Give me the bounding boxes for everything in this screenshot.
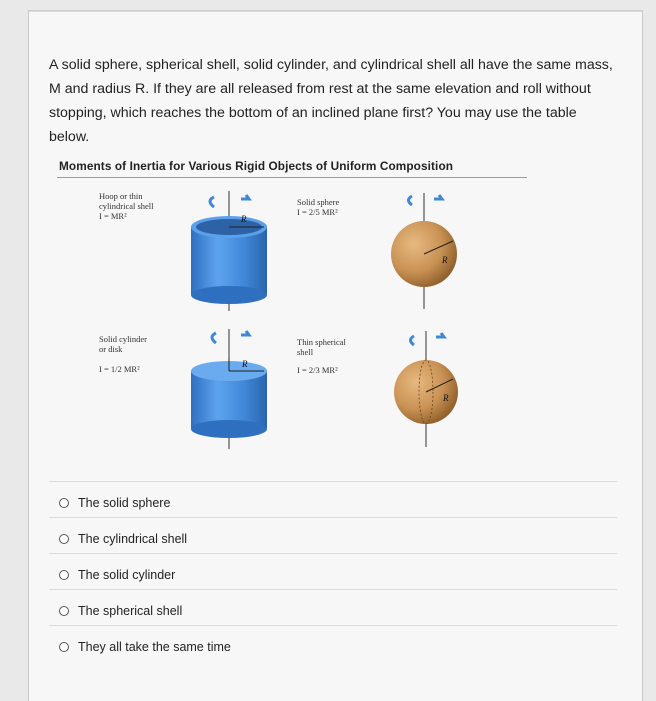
hoop-bottom	[191, 286, 267, 304]
option-solid-cylinder[interactable]	[59, 565, 175, 585]
hoop-formula: I = MR²	[99, 211, 127, 221]
cylinder-formula: I = 1/2 MR²	[99, 364, 140, 374]
cylinder-rotation-arrow-icon	[241, 331, 249, 335]
shell-name-1: Thin spherical	[297, 337, 346, 347]
option-cylindrical-shell[interactable]	[59, 529, 187, 549]
shell-formula: I = 2/3 MR²	[297, 365, 338, 375]
spherical-shell-figure	[381, 329, 471, 449]
hoop-rotation-arrow-icon	[241, 195, 249, 199]
shell-name-2: shell	[297, 347, 314, 357]
divider	[49, 553, 617, 554]
option-label: The solid cylinder	[78, 568, 176, 582]
shell-radius-label: R	[443, 393, 449, 403]
option-label: They all take the same time	[78, 640, 231, 654]
radio-icon[interactable]	[59, 606, 69, 616]
sphere-radius-label: R	[442, 255, 448, 265]
radio-icon[interactable]	[59, 642, 69, 652]
divider	[49, 589, 617, 590]
solid-cylinder-figure	[179, 327, 279, 452]
hoop-figure	[179, 189, 279, 314]
question-text: A solid sphere, spherical shell, solid cylinder, and cylindrical shell all have the same mass, M and radius R. If they are all released from rest at the same elevation and roll without stopping, which reaches the bottom of an inclined plane first? You may use the table below.	[49, 57, 613, 145]
shell-label	[297, 337, 346, 375]
sphere-rotation-icon	[409, 196, 413, 205]
cylinder-name-2: or disk	[99, 344, 123, 354]
cylinder-name-1: Solid cylinder	[99, 334, 147, 344]
sphere-rotation-arrow-icon	[434, 195, 442, 199]
hoop-label	[99, 191, 154, 221]
divider	[49, 517, 617, 518]
option-same-time[interactable]	[59, 637, 231, 657]
top-divider	[29, 11, 642, 12]
radio-icon[interactable]	[59, 498, 69, 508]
hoop-name-2: cylindrical shell	[99, 201, 154, 211]
hoop-radius-label: R	[241, 214, 247, 224]
radio-icon[interactable]	[59, 570, 69, 580]
option-label: The spherical shell	[78, 604, 183, 618]
shell-rotation-arrow-icon	[436, 333, 444, 337]
hoop-rotation-icon	[210, 197, 214, 207]
table-title: Moments of Inertia for Various Rigid Objects of Uniform Composition	[59, 159, 454, 173]
option-solid-sphere[interactable]	[59, 493, 170, 513]
solid-sphere-figure	[379, 191, 469, 311]
sphere-formula: I = 2/5 MR²	[297, 207, 338, 217]
divider	[49, 481, 617, 482]
hoop-name-1: Hoop or thin	[99, 191, 143, 201]
option-spherical-shell[interactable]	[59, 601, 182, 621]
cylinder-rotation-icon	[212, 333, 216, 343]
shell-rotation-icon	[411, 336, 415, 345]
radio-icon[interactable]	[59, 534, 69, 544]
sphere-name-1: Solid sphere	[297, 197, 340, 207]
divider	[49, 625, 617, 626]
option-label: The solid sphere	[78, 496, 171, 510]
table-rule	[57, 177, 527, 178]
option-label: The cylindrical shell	[78, 532, 188, 546]
cylinder-label	[99, 334, 147, 374]
question-card	[28, 10, 643, 701]
sphere-label	[297, 197, 339, 217]
cylinder-radius-label: R	[242, 359, 248, 369]
